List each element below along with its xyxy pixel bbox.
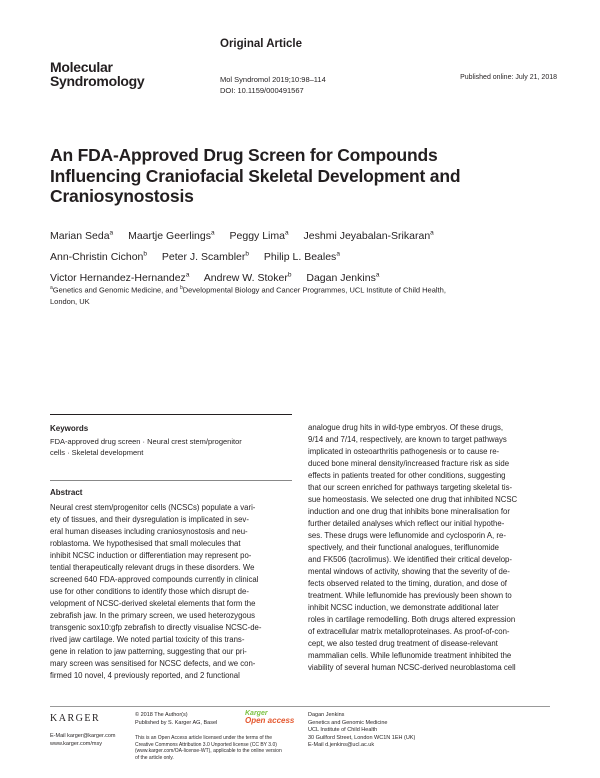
keywords-rule [50, 414, 292, 415]
body-line: effects in patients treated for other conditions, suggesting [308, 471, 506, 480]
abstract-line: velopment of NCSC-derived skeletal elements that form the [50, 599, 256, 608]
abstract-line: rived jaw cartilage. We noted partial toxicity of this trans- [50, 635, 245, 644]
author-list [50, 224, 550, 287]
license-text: This is an Open Access article licensed under the terms of the Creative Commons Attribution 3.0 Unported license (CC BY 3.0) (www.karger.com/OA-license-WT), applicable to the online version of the article only. [135, 735, 282, 761]
citation [220, 74, 326, 96]
author: Jeshmi Jeyabalan-Srikaran$^a$ [303, 229, 434, 242]
body-line: further detailed analyses which reflect our initial hypothe- [308, 519, 505, 528]
abstract-line: use for other conditions to identify those which disrupt de- [50, 587, 249, 596]
correspondence-email[interactable]: E-Mail d.jenkins@ucl.ac.uk [308, 742, 375, 748]
body-line: mammalian cells. While leflunomide treatment inhibited the [308, 651, 512, 660]
affiliations: $^a$Genetics and Genomic Medicine, and $^b$Developmental Biology and Cancer Programmes, UCL Institute of Child Health, London, UK [50, 285, 446, 306]
author: Marian Seda$^a$ [50, 229, 114, 242]
author: Ann-Christin Cichon$^b$ [50, 250, 147, 263]
body-line: spectively, and their functional analogues, teriflunomide [308, 543, 499, 552]
abstract-line: transgenic sox10:gfp zebrafish to directly visualise NCSC-de- [50, 623, 262, 632]
abstract-heading: Abstract [50, 488, 83, 497]
citation-doi[interactable]: DOI: 10.1159/000491567 [220, 86, 304, 95]
body-line: cept, we also tested drug treatment of disease-relevant [308, 639, 498, 648]
journal-name-line1: Molecular [50, 59, 113, 75]
abstract-line: screened 640 FDA-approved compounds currently in clinical [50, 575, 259, 584]
body-line: induction and one drug that inhibits bone mineralisation for [308, 507, 510, 516]
published-date: Published online: July 21, 2018 [460, 74, 557, 81]
citation-journal: Mol Syndromol 2019;10:98–114 [220, 75, 326, 84]
body-line: that our screen enriched for pathways targeting skeletal tis- [308, 483, 513, 492]
journal-name-line2: Syndromology [50, 73, 145, 89]
article-type: Original Article [220, 38, 303, 50]
body-line: analogue drug hits in wild-type embryos. Of these drugs, [308, 423, 504, 432]
body-line: fects observed related to the timing, duration, and dose of [308, 579, 507, 588]
body-line: roles in cartilage remodelling. Both drugs altered expression [308, 615, 516, 624]
body-line: implicated in osteoarthritis pathogenesis or to cause re- [308, 447, 500, 456]
open-access-logo: Karger Open access [245, 710, 295, 725]
abstract-rule [50, 480, 292, 481]
author: Victor Hernandez-Hernandez$^a$ [50, 271, 190, 284]
abstract-line: inhibit NCSC induction or differentiation may represent po- [50, 551, 252, 560]
journal-name [50, 60, 144, 88]
body-line: viability of several human NCSC-derived neuroblastoma cell [308, 663, 516, 672]
body-line: 9/14 and 7/14, respectively, are known to target pathways [308, 435, 507, 444]
author: Andrew W. Stoker$^b$ [203, 271, 292, 284]
footer-rule [50, 706, 550, 707]
keywords-heading: Keywords [50, 424, 89, 433]
author: Philip L. Beales$^a$ [263, 250, 340, 263]
correspondence-block: Dagan Jenkins Genetics and Genomic Medicine UCL Institute of Child Health 30 Guilford Street, London WC1N 1EH (UK) E-Mail d.jenkins@ucl.ac.uk [308, 712, 416, 748]
abstract-line: zebrafish jaw. In the primary screen, we used heterozygous [50, 611, 255, 620]
footer-contact-publisher [50, 733, 116, 748]
abstract-continued [308, 422, 550, 674]
abstract-line: ety of tissues, and their dysregulation is implicated in sev- [50, 515, 249, 524]
author: Peggy Lima$^a$ [229, 229, 289, 242]
abstract-line: roblastoma. We hypothesised that small molecules that [50, 539, 241, 548]
author: Maartje Geerlings$^a$ [128, 229, 215, 242]
abstract-line: firmed 10 novel, 4 previously reported, and 2 functional [50, 671, 240, 680]
abstract-line: tential therapeutically relevant drugs in these disorders. We [50, 563, 255, 572]
body-line: mental windows of activity, showing that the severity of de- [308, 567, 510, 576]
abstract-line: mary screen was sensitised for NCSC defects, and we con- [50, 659, 256, 668]
copyright-block: © 2018 The Author(s) Published by S. Karger AG, Basel [135, 712, 218, 726]
body-line: of extracellular matrix metalloproteinases. As proof-of-con- [308, 627, 510, 636]
body-line: treatment. While leflunomide has previously been shown to [308, 591, 512, 600]
body-line: sue homeostasis. We selected one drug that inhibited NCSC [308, 495, 518, 504]
author: Peter J. Scambler$^b$ [161, 250, 249, 263]
body-line: and FK506 (tacrolimus). We identified their critical develop- [308, 555, 512, 564]
body-line: ses. These drugs were leflunomide and cyclosporin A, re- [308, 531, 506, 540]
abstract-line: Neural crest stem/progenitor cells (NCSCs) populate a vari- [50, 503, 256, 512]
article-title: An FDA-Approved Drug Screen for Compounds Influencing Craniofacial Skeletal Development and Craniosynostosis [50, 145, 461, 206]
abstract-body [50, 502, 292, 682]
keywords-text: FDA-approved drug screen · Neural crest stem/progenitor cells · Skeletal development [50, 437, 242, 457]
abstract-line: eral human diseases including craniosynostosis and neu- [50, 527, 248, 536]
karger-logo: KARGER [50, 713, 101, 724]
body-line: duced bone mineral density/increased fracture risk as side [308, 459, 510, 468]
publisher-website[interactable]: www.karger.com/msy [50, 740, 102, 747]
body-line: inhibit NCSC induction, we demonstrate additional later [308, 603, 499, 612]
author: Dagan Jenkins$^a$ [306, 271, 380, 284]
abstract-line: gene in relation to jaw patterning, suggesting that our pri- [50, 647, 247, 656]
publisher-email[interactable]: E-Mail karger@karger.com [50, 733, 116, 739]
